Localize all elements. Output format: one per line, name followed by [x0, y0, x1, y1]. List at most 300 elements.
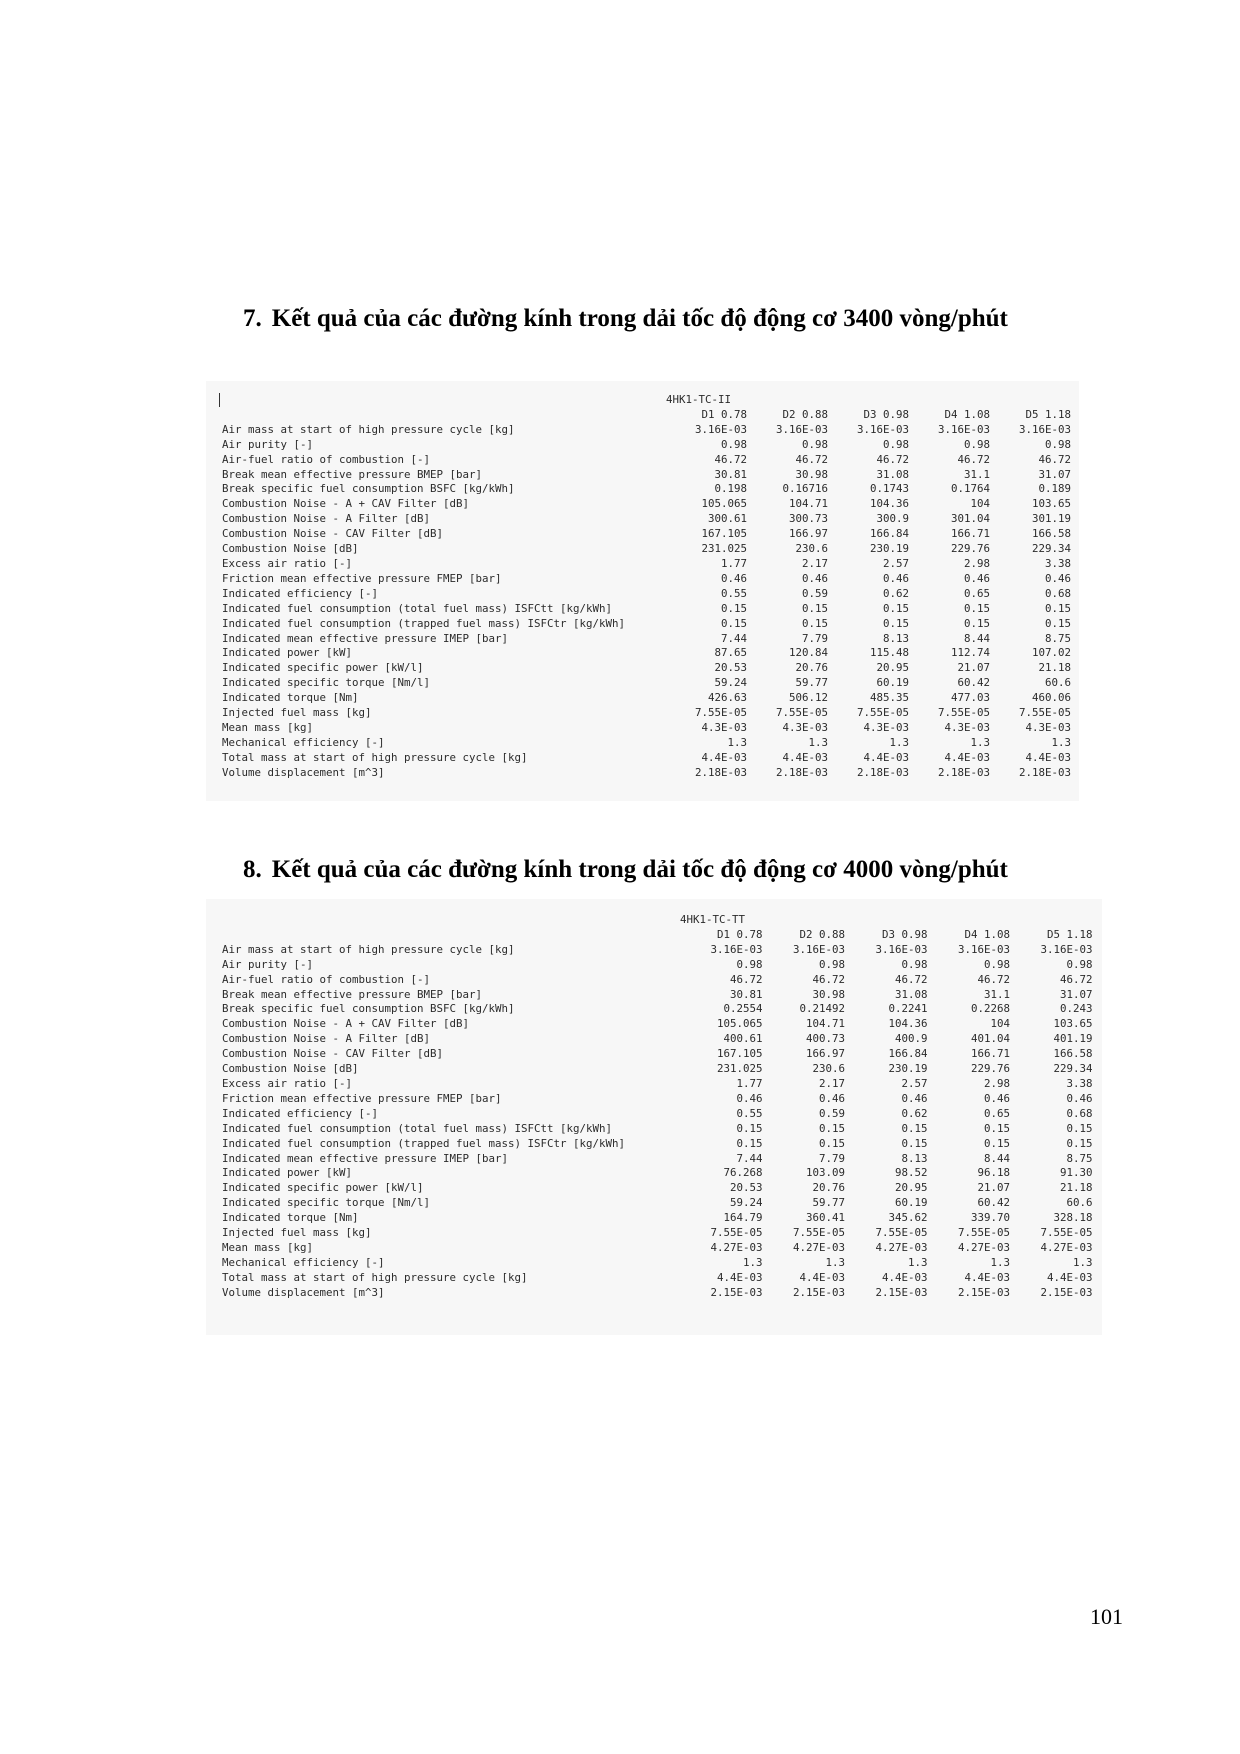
column-header: D5 1.18 [1025, 407, 1071, 421]
table-row [222, 1092, 1093, 1107]
cell-value: 0.15 [736, 1136, 763, 1150]
table-row [222, 542, 1071, 557]
row-label: Air mass at start of high pressure cycle [kg] [222, 422, 515, 436]
cell-value: 8.75 [1044, 631, 1071, 645]
cell-value: 0.15 [901, 1121, 928, 1135]
cell-value: 166.97 [805, 1047, 845, 1061]
cell-value: 103.65 [1031, 497, 1071, 511]
cell-value: 0.15 [983, 1121, 1010, 1135]
cell-value: 1.3 [727, 735, 747, 749]
cell-value: 7.79 [801, 631, 828, 645]
cell-value: 7.55E-05 [792, 1226, 845, 1240]
cell-value: 0.98 [736, 957, 763, 971]
cell-value: 59.24 [714, 676, 747, 690]
model-row [222, 393, 1071, 408]
cell-value: 3.38 [1066, 1076, 1093, 1090]
table-row [222, 1181, 1093, 1196]
cell-value: 166.84 [869, 527, 909, 541]
cell-value: 46.72 [812, 972, 845, 986]
section-7-heading [243, 305, 1008, 333]
cell-value: 0.46 [882, 571, 909, 585]
cell-value: 0.15 [963, 601, 990, 615]
cell-value: 301.19 [1031, 512, 1071, 526]
section-title: Kết quả của các đường kính trong dải tốc độ động cơ 3400 vòng/phút [271, 305, 1008, 332]
table-row [222, 557, 1071, 572]
cell-value: 230.19 [888, 1062, 928, 1076]
row-label: Combustion Noise - A + CAV Filter [dB] [222, 497, 470, 511]
cell-value: 0.46 [818, 1091, 845, 1105]
cell-value: 2.17 [818, 1076, 845, 1090]
cell-value: 3.16E-03 [875, 942, 928, 956]
cell-value: 2.18E-03 [856, 765, 909, 779]
cell-value: 400.73 [805, 1032, 845, 1046]
row-label: Mechanical efficiency [-] [222, 735, 385, 749]
cell-value: 0.15 [720, 601, 747, 615]
results-table-3400rpm [206, 381, 1079, 801]
cell-value: 0.15 [1044, 616, 1071, 630]
cell-value: 2.15E-03 [957, 1285, 1010, 1299]
cell-value: 300.61 [707, 512, 747, 526]
table-row [222, 453, 1071, 468]
cell-value: 3.16E-03 [957, 942, 1010, 956]
cell-value: 21.18 [1038, 661, 1071, 675]
table-row [222, 1226, 1093, 1241]
table-row [222, 646, 1071, 661]
cell-value: 167.105 [701, 527, 747, 541]
table-row [222, 1196, 1093, 1211]
cell-value: 2.18E-03 [694, 765, 747, 779]
cell-value: 0.59 [818, 1106, 845, 1120]
cell-value: 60.6 [1066, 1196, 1093, 1210]
cell-value: 485.35 [869, 691, 909, 705]
cell-value: 400.61 [723, 1032, 763, 1046]
row-label: Indicated efficiency [-] [222, 586, 379, 600]
table-row [222, 482, 1071, 497]
cell-value: 2.57 [901, 1076, 928, 1090]
cell-value: 3.16E-03 [856, 422, 909, 436]
section-number: 8. [243, 856, 262, 883]
cell-value: 0.46 [983, 1091, 1010, 1105]
cell-value: 0.55 [720, 586, 747, 600]
results-table [222, 913, 1093, 1301]
row-label: Combustion Noise - CAV Filter [dB] [222, 527, 444, 541]
cell-value: 0.46 [736, 1091, 763, 1105]
table-row [222, 1122, 1093, 1137]
cell-value: 7.55E-05 [694, 706, 747, 720]
section-title: Kết quả của các đường kính trong dải tốc độ động cơ 4000 vòng/phút [271, 856, 1008, 883]
cell-value: 4.3E-03 [782, 720, 828, 734]
column-header: D3 0.98 [881, 927, 928, 941]
cell-value: 230.6 [812, 1062, 845, 1076]
cell-value: 4.27E-03 [1040, 1240, 1093, 1254]
cell-value: 98.52 [894, 1166, 928, 1180]
table-row [222, 1047, 1093, 1062]
cell-value: 0.15 [736, 1121, 763, 1135]
row-label: Combustion Noise - A + CAV Filter [dB] [222, 1017, 470, 1031]
table-row [222, 661, 1071, 676]
section-8-heading [243, 856, 1008, 884]
table-row [222, 973, 1093, 988]
model-name: 4HK1-TC-II [666, 393, 732, 406]
row-label: Combustion Noise [dB] [222, 542, 359, 556]
column-header: D2 0.88 [799, 927, 845, 941]
row-label: Injected fuel mass [kg] [222, 1226, 372, 1240]
cell-value: 1.3 [742, 1255, 763, 1269]
column-header: D1 0.78 [701, 407, 747, 421]
cell-value: 0.46 [720, 571, 747, 585]
row-label: Indicated power [kW] [222, 646, 353, 660]
cell-value: 0.62 [882, 586, 909, 600]
table-row [222, 1271, 1093, 1286]
row-label: Air-fuel ratio of combustion [-] [222, 452, 431, 466]
cell-value: 30.98 [795, 467, 828, 481]
row-label: Combustion Noise - A Filter [dB] [222, 1032, 431, 1046]
cell-value: 0.59 [801, 586, 828, 600]
cell-value: 300.9 [876, 512, 909, 526]
table-row [222, 1211, 1093, 1226]
table-row [222, 988, 1093, 1003]
cell-value: 120.84 [788, 646, 828, 660]
cell-value: 4.27E-03 [792, 1240, 845, 1254]
cell-value: 4.27E-03 [957, 1240, 1010, 1254]
cell-value: 46.72 [729, 972, 763, 986]
table-row [222, 691, 1071, 706]
cell-value: 2.15E-03 [710, 1285, 763, 1299]
cell-value: 3.16E-03 [775, 422, 828, 436]
cell-value: 4.4E-03 [1025, 750, 1071, 764]
table-row [222, 602, 1071, 617]
column-header: D5 1.18 [1046, 927, 1093, 941]
model-name: 4HK1-TC-TT [680, 913, 746, 926]
cell-value: 506.12 [788, 691, 828, 705]
row-label: Volume displacement [m^3] [222, 765, 385, 779]
cell-value: 2.15E-03 [792, 1285, 845, 1299]
cell-value: 0.46 [801, 571, 828, 585]
cell-value: 59.77 [795, 676, 828, 690]
column-header: D2 0.88 [782, 407, 828, 421]
cell-value: 0.15 [1066, 1121, 1093, 1135]
table-row [222, 527, 1071, 542]
cell-value: 426.63 [707, 691, 747, 705]
row-label: Break specific fuel consumption BSFC [kg/kWh] [222, 1002, 515, 1016]
cell-value: 229.76 [970, 1062, 1010, 1076]
cell-value: 2.18E-03 [937, 765, 990, 779]
cell-value: 4.4E-03 [716, 1270, 763, 1284]
cell-value: 3.16E-03 [937, 422, 990, 436]
cell-value: 8.13 [901, 1151, 928, 1165]
cell-value: 0.55 [736, 1106, 763, 1120]
cell-value: 0.15 [818, 1136, 845, 1150]
results-table-4000rpm [206, 899, 1102, 1335]
row-label: Air purity [-] [222, 957, 314, 971]
row-label: Indicated mean effective pressure IMEP [bar] [222, 1151, 509, 1165]
cell-value: 4.27E-03 [875, 1240, 928, 1254]
cell-value: 46.72 [977, 972, 1010, 986]
table-row [222, 468, 1071, 483]
cell-value: 4.4E-03 [944, 750, 990, 764]
cell-value: 0.68 [1044, 586, 1071, 600]
table-row [222, 1017, 1093, 1032]
cell-value: 0.15 [963, 616, 990, 630]
table-row [222, 587, 1071, 602]
cell-value: 229.34 [1031, 542, 1071, 556]
cell-value: 46.72 [876, 452, 909, 466]
cell-value: 230.6 [795, 542, 828, 556]
cell-value: 96.18 [977, 1166, 1010, 1180]
cell-value: 7.55E-05 [957, 1226, 1010, 1240]
table-row [222, 497, 1071, 512]
cell-value: 0.15 [801, 616, 828, 630]
cell-value: 104 [970, 497, 990, 511]
cell-value: 4.3E-03 [701, 720, 747, 734]
row-label: Break mean effective pressure BMEP [bar] [222, 987, 483, 1001]
cell-value: 300.73 [788, 512, 828, 526]
cell-value: 46.72 [795, 452, 828, 466]
cell-value: 7.44 [736, 1151, 763, 1165]
table-row [222, 572, 1071, 587]
row-label: Indicated torque [Nm] [222, 1211, 359, 1225]
cell-value: 103.09 [805, 1166, 845, 1180]
row-label: Indicated fuel consumption (total fuel mass) ISFCtt [kg/kWh] [222, 601, 613, 615]
cell-value: 4.3E-03 [1025, 720, 1071, 734]
cell-value: 7.55E-05 [710, 1226, 763, 1240]
cell-value: 60.42 [977, 1196, 1010, 1210]
cell-value: 0.15 [720, 616, 747, 630]
table-row [222, 676, 1071, 691]
column-header: D4 1.08 [964, 927, 1010, 941]
cell-value: 1.3 [1072, 1255, 1093, 1269]
cell-value: 1.77 [720, 556, 747, 570]
row-label: Combustion Noise [dB] [222, 1062, 359, 1076]
cell-value: 0.15 [901, 1136, 928, 1150]
table-row [222, 1032, 1093, 1047]
cell-value: 3.16E-03 [792, 942, 845, 956]
cell-value: 401.04 [970, 1032, 1010, 1046]
cell-value: 3.16E-03 [694, 422, 747, 436]
cell-value: 0.1743 [869, 482, 909, 496]
cell-value: 7.55E-05 [1040, 1226, 1093, 1240]
cell-value: 460.06 [1031, 691, 1071, 705]
row-label: Friction mean effective pressure FMEP [bar] [222, 1091, 502, 1105]
cell-value: 4.4E-03 [964, 1270, 1010, 1284]
cell-value: 7.55E-05 [1018, 706, 1071, 720]
cell-value: 0.98 [720, 437, 747, 451]
cell-value: 1.3 [889, 735, 909, 749]
cell-value: 20.53 [714, 661, 747, 675]
table-row [222, 751, 1071, 766]
cell-value: 1.3 [990, 1255, 1010, 1269]
table-row [222, 423, 1071, 438]
cell-value: 166.97 [788, 527, 828, 541]
cell-value: 1.3 [1051, 735, 1071, 749]
cell-value: 115.48 [869, 646, 909, 660]
row-label: Indicated power [kW] [222, 1166, 353, 1180]
table-row [222, 617, 1071, 632]
row-label: Mean mass [kg] [222, 1240, 314, 1254]
cell-value: 7.55E-05 [775, 706, 828, 720]
cell-value: 339.70 [970, 1211, 1010, 1225]
column-header: D3 0.98 [863, 407, 909, 421]
cell-value: 20.76 [812, 1181, 845, 1195]
cell-value: 4.4E-03 [799, 1270, 845, 1284]
cell-value: 20.76 [795, 661, 828, 675]
cell-value: 1.3 [970, 735, 990, 749]
row-label: Indicated specific power [kW/l] [222, 1181, 424, 1195]
cell-value: 7.55E-05 [875, 1226, 928, 1240]
column-header: D4 1.08 [944, 407, 990, 421]
cell-value: 60.19 [876, 676, 909, 690]
cell-value: 231.025 [716, 1062, 763, 1076]
results-table [222, 393, 1071, 781]
cell-value: 0.98 [983, 957, 1010, 971]
cell-value: 2.98 [983, 1076, 1010, 1090]
cell-value: 230.19 [869, 542, 909, 556]
cell-value: 30.98 [812, 987, 845, 1001]
row-label: Indicated fuel consumption (trapped fuel mass) ISFCtr [kg/kWh] [222, 616, 626, 630]
row-label: Indicated efficiency [-] [222, 1106, 379, 1120]
cell-value: 301.04 [950, 512, 990, 526]
row-label: Indicated fuel consumption (trapped fuel mass) ISFCtr [kg/kWh] [222, 1136, 626, 1150]
cell-value: 7.55E-05 [937, 706, 990, 720]
cell-value: 31.07 [1038, 467, 1071, 481]
cell-value: 103.65 [1053, 1017, 1093, 1031]
cell-value: 0.98 [882, 437, 909, 451]
cell-value: 477.03 [950, 691, 990, 705]
cell-value: 0.98 [901, 957, 928, 971]
cell-value: 20.95 [894, 1181, 928, 1195]
cell-value: 20.53 [729, 1181, 763, 1195]
cell-value: 46.72 [957, 452, 990, 466]
cell-value: 166.84 [888, 1047, 928, 1061]
cell-value: 401.19 [1053, 1032, 1093, 1046]
cell-value: 0.98 [1044, 437, 1071, 451]
text-cursor [219, 393, 220, 407]
table-row [222, 706, 1071, 721]
table-row [222, 438, 1071, 453]
table-row [222, 958, 1093, 973]
row-label: Mean mass [kg] [222, 720, 314, 734]
row-label: Combustion Noise - CAV Filter [dB] [222, 1047, 444, 1061]
row-label: Excess air ratio [-] [222, 556, 353, 570]
column-header-row [222, 928, 1093, 943]
row-label: Indicated mean effective pressure IMEP [bar] [222, 631, 509, 645]
table-row [222, 512, 1071, 527]
cell-value: 8.44 [983, 1151, 1010, 1165]
row-label: Indicated fuel consumption (total fuel mass) ISFCtt [kg/kWh] [222, 1121, 613, 1135]
cell-value: 328.18 [1053, 1211, 1093, 1225]
cell-value: 59.24 [729, 1196, 763, 1210]
cell-value: 0.65 [983, 1106, 1010, 1120]
cell-value: 112.74 [950, 646, 990, 660]
cell-value: 0.2268 [970, 1002, 1010, 1016]
cell-value: 0.1764 [950, 482, 990, 496]
cell-value: 21.07 [977, 1181, 1010, 1195]
table-row [222, 632, 1071, 647]
cell-value: 20.95 [876, 661, 909, 675]
cell-value: 104 [990, 1017, 1010, 1031]
cell-value: 0.15 [801, 601, 828, 615]
cell-value: 0.98 [1066, 957, 1093, 971]
cell-value: 0.46 [1066, 1091, 1093, 1105]
cell-value: 105.065 [716, 1017, 763, 1031]
table-row [222, 1241, 1093, 1256]
table-row [222, 1062, 1093, 1077]
cell-value: 0.189 [1038, 482, 1071, 496]
column-header: D1 0.78 [716, 927, 763, 941]
cell-value: 166.58 [1053, 1047, 1093, 1061]
cell-value: 46.72 [894, 972, 928, 986]
cell-value: 21.18 [1059, 1181, 1093, 1195]
cell-value: 21.07 [957, 661, 990, 675]
cell-value: 76.268 [723, 1166, 763, 1180]
cell-value: 0.46 [963, 571, 990, 585]
cell-value: 0.21492 [799, 1002, 845, 1016]
row-label: Total mass at start of high pressure cycle [kg] [222, 750, 528, 764]
cell-value: 60.42 [957, 676, 990, 690]
table-row [222, 1137, 1093, 1152]
cell-value: 7.44 [720, 631, 747, 645]
cell-value: 166.71 [950, 527, 990, 541]
row-label: Excess air ratio [-] [222, 1076, 353, 1090]
cell-value: 91.30 [1059, 1166, 1093, 1180]
table-row [222, 1152, 1093, 1167]
cell-value: 31.07 [1059, 987, 1093, 1001]
row-label: Indicated specific torque [Nm/l] [222, 676, 431, 690]
row-label: Air mass at start of high pressure cycle [kg] [222, 942, 515, 956]
cell-value: 4.4E-03 [782, 750, 828, 764]
cell-value: 2.18E-03 [775, 765, 828, 779]
table-row [222, 943, 1093, 958]
cell-value: 229.34 [1053, 1062, 1093, 1076]
cell-value: 87.65 [714, 646, 747, 660]
row-label: Friction mean effective pressure FMEP [bar] [222, 571, 502, 585]
cell-value: 0.98 [963, 437, 990, 451]
cell-value: 105.065 [701, 497, 747, 511]
cell-value: 0.98 [801, 437, 828, 451]
cell-value: 0.15 [882, 616, 909, 630]
cell-value: 345.62 [888, 1211, 928, 1225]
table-row [222, 766, 1071, 781]
row-label: Combustion Noise - A Filter [dB] [222, 512, 431, 526]
cell-value: 0.46 [901, 1091, 928, 1105]
row-label: Break specific fuel consumption BSFC [kg/kWh] [222, 482, 515, 496]
cell-value: 0.2241 [888, 1002, 928, 1016]
cell-value: 229.76 [950, 542, 990, 556]
cell-value: 31.1 [983, 987, 1010, 1001]
row-label: Air-fuel ratio of combustion [-] [222, 972, 431, 986]
cell-value: 107.02 [1031, 646, 1071, 660]
cell-value: 1.3 [907, 1255, 928, 1269]
table-row [222, 736, 1071, 751]
row-label: Indicated specific torque [Nm/l] [222, 1196, 431, 1210]
row-label: Indicated specific power [kW/l] [222, 661, 424, 675]
table-row [222, 1107, 1093, 1122]
cell-value: 0.15 [983, 1136, 1010, 1150]
cell-value: 7.55E-05 [856, 706, 909, 720]
cell-value: 0.15 [1066, 1136, 1093, 1150]
cell-value: 31.08 [894, 987, 928, 1001]
cell-value: 104.36 [869, 497, 909, 511]
cell-value: 2.15E-03 [1040, 1285, 1093, 1299]
cell-value: 1.77 [736, 1076, 763, 1090]
cell-value: 59.77 [812, 1196, 845, 1210]
cell-value: 4.4E-03 [1046, 1270, 1093, 1284]
cell-value: 0.243 [1059, 1002, 1093, 1016]
row-label: Break mean effective pressure BMEP [bar] [222, 467, 483, 481]
cell-value: 3.16E-03 [710, 942, 763, 956]
section-number: 7. [243, 305, 262, 332]
cell-value: 0.46 [1044, 571, 1071, 585]
